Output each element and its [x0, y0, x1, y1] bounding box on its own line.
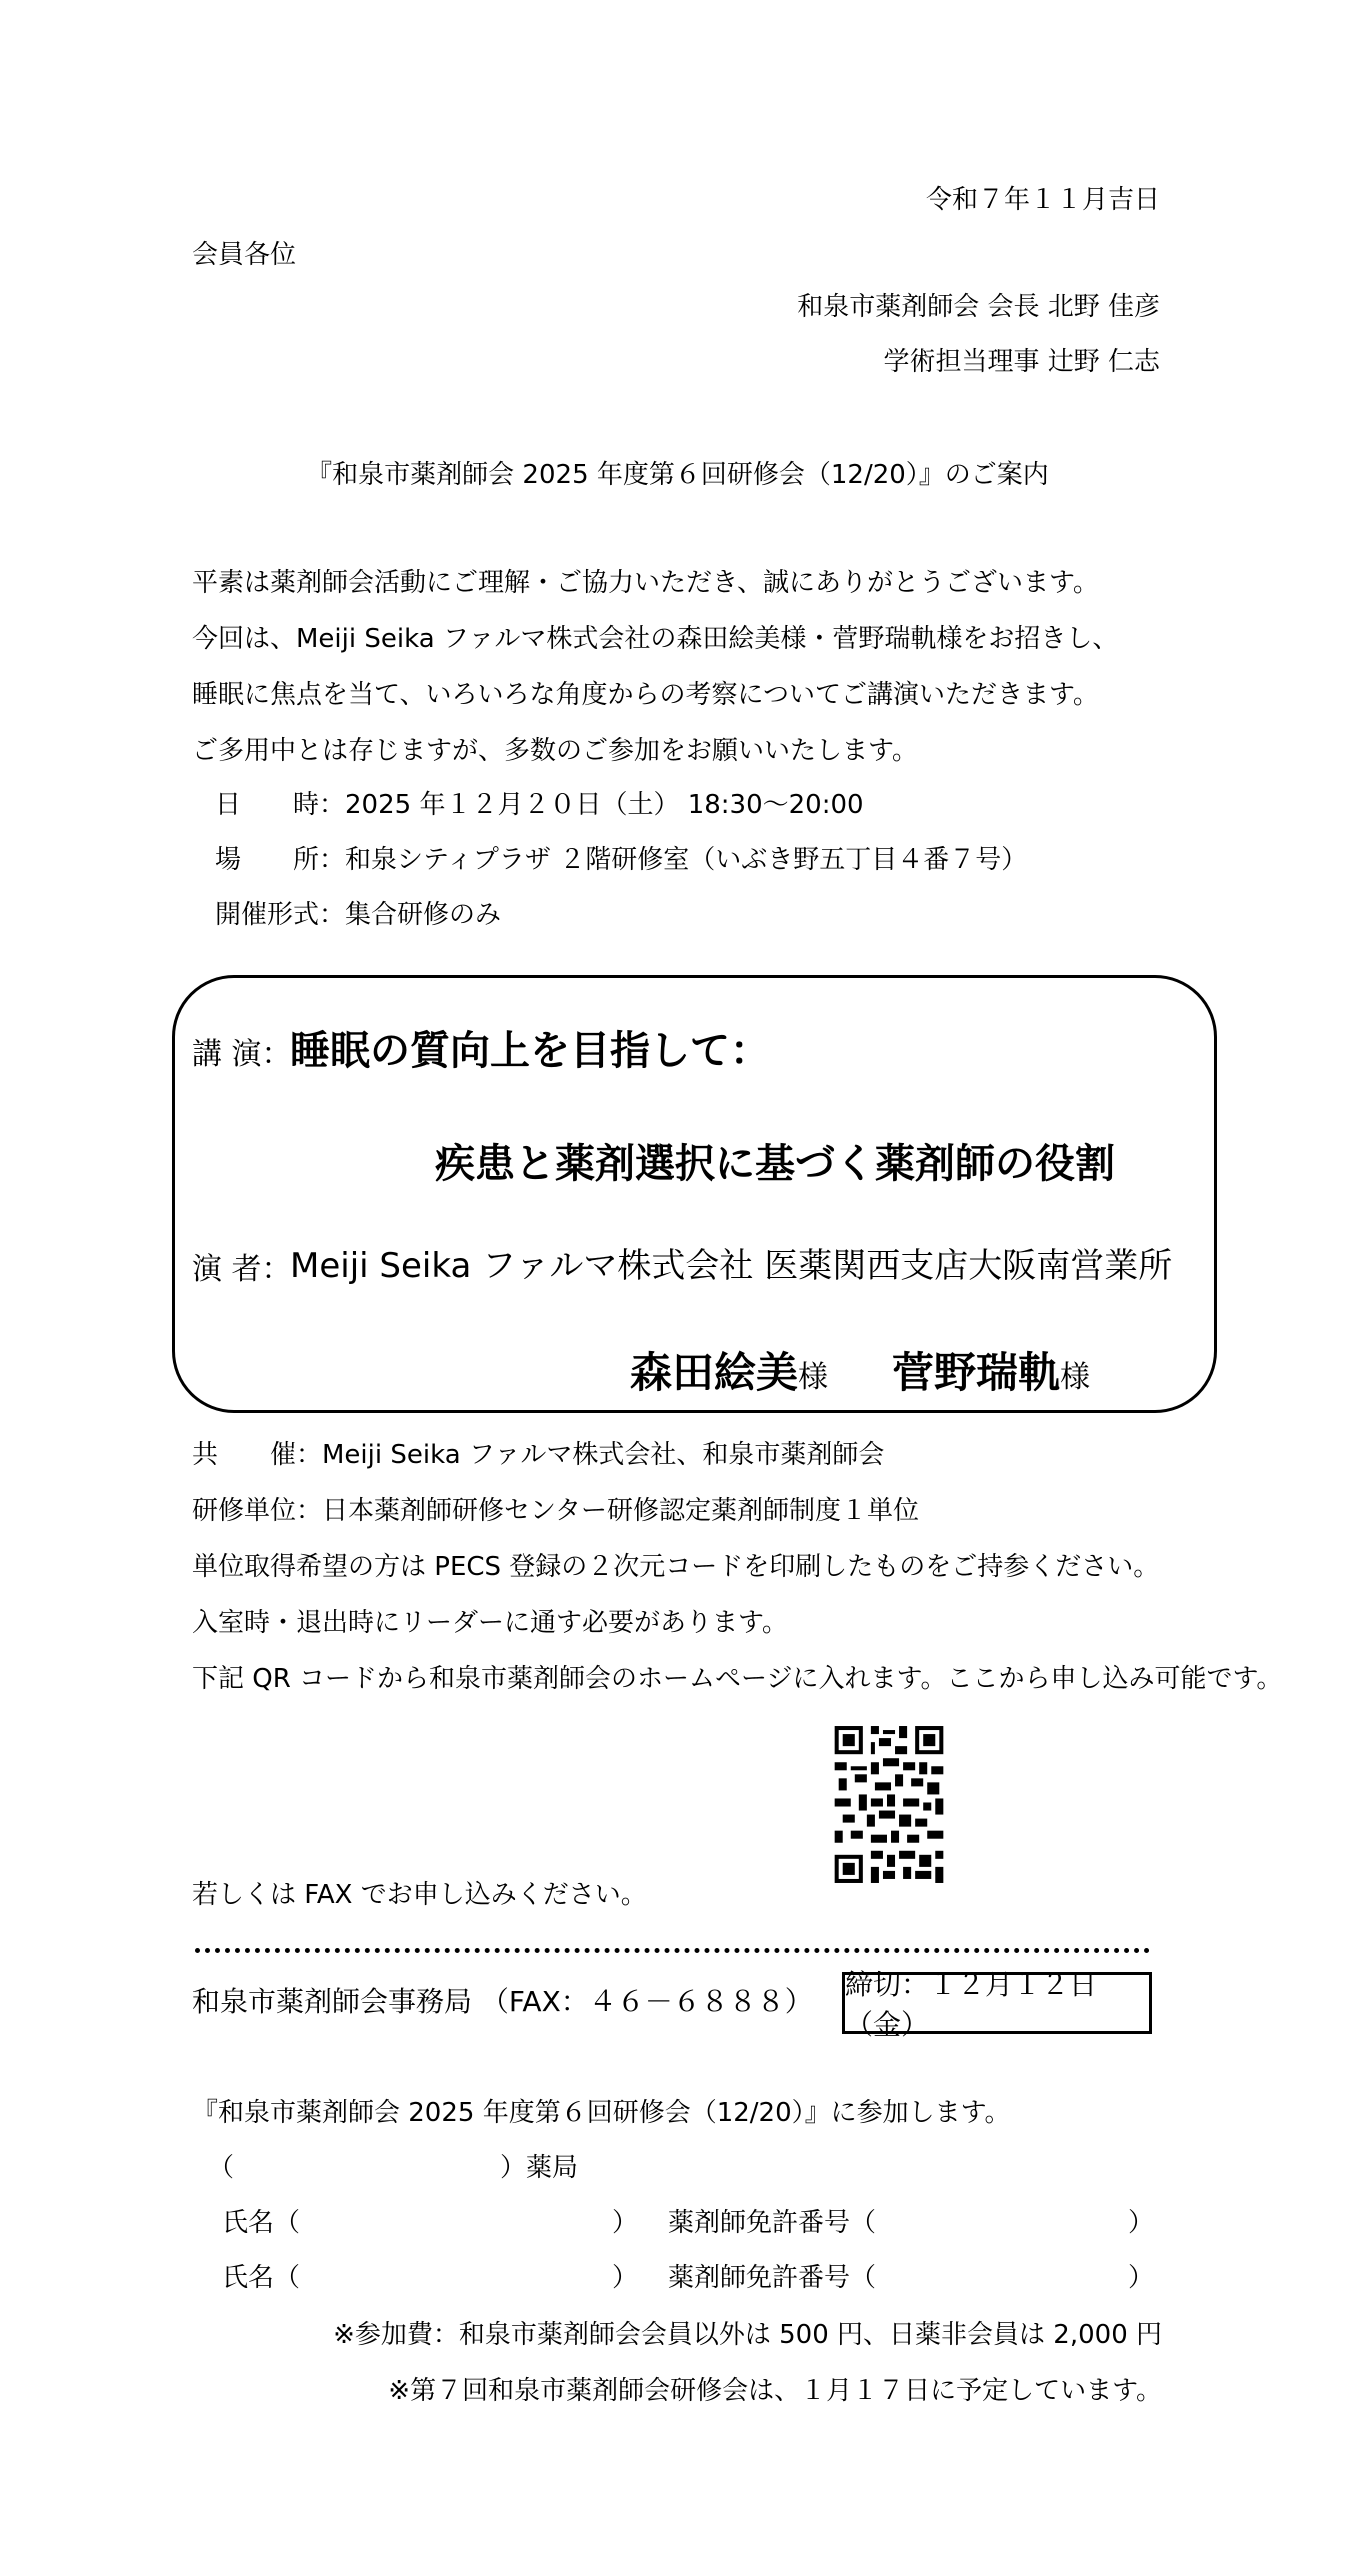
datetime-row [215, 790, 864, 821]
name-label-2: 氏名（ [222, 2263, 301, 2293]
format-row [215, 900, 501, 931]
speaker-organization: Meiji Seika ファルマ株式会社 医薬関西支店大阪南営業所 [290, 1246, 1173, 1286]
deadline-box: 締切：１２月１２日（金） [842, 1972, 1152, 2034]
speaker-2 [892, 1348, 1090, 1398]
sender-director: 学術担当理事 辻野 仁志 [883, 347, 1160, 377]
speaker-1 [630, 1348, 828, 1398]
place-row [215, 845, 1027, 876]
fax-note: 若しくは FAX でお申し込みください。 [192, 1880, 647, 1910]
license-label-2: 薬剤師免許番号（ [668, 2263, 877, 2293]
fee-note: ※参加費：和泉市薬剤師会会員以外は 500 円、日薬非会員は 2,000 円 [333, 2320, 1162, 2350]
speaker-2-name: 菅野瑞軌 [892, 1348, 1061, 1397]
cohost-line: 共 催：Meiji Seika ファルマ株式会社、和泉市薬剤師会 [192, 1440, 885, 1470]
issue-date: 令和７年１１月吉日 [925, 185, 1160, 215]
name-label-1: 氏名（ [222, 2208, 301, 2238]
lecture-title-line2: 疾患と薬剤選択に基づく薬剤師の役割 [435, 1141, 1115, 1187]
place-label: 場 所： [215, 845, 346, 875]
speaker-label: 演 者： [192, 1252, 292, 1287]
recipients: 会員各位 [192, 240, 297, 270]
form-title: 『和泉市薬剤師会 2025 年度第６回研修会（12/20）』に参加します。 [192, 2098, 1011, 2128]
pharmacy-label: ）薬局 [500, 2153, 579, 2183]
credit-line: 研修単位：日本薬剤師研修センター研修認定薬剤師制度１単位 [192, 1496, 919, 1526]
body-line-1: 平素は薬剤師会活動にご理解・ご協力いただき、誠にありがとうございます。 [192, 568, 1099, 598]
sender-president: 和泉市薬剤師会 会長 北野 佳彦 [797, 292, 1160, 322]
license-label-1: 薬剤師免許番号（ [668, 2208, 877, 2238]
pecs-note: 単位取得希望の方は PECS 登録の２次元コードを印刷したものをご持参ください。 [192, 1552, 1160, 1582]
speaker-2-honorific: 様 [1060, 1360, 1091, 1395]
lecture-title-line1: 睡眠の質向上を目指して： [290, 1028, 770, 1074]
format-label: 開催形式： [215, 900, 346, 930]
lecture-label: 講 演： [192, 1037, 292, 1072]
license-close-1: ） [1128, 2208, 1155, 2238]
body-line-3: 睡眠に焦点を当て、いろいろな角度からの考察についてご講演いただきます。 [192, 680, 1099, 710]
reader-note: 入室時・退出時にリーダーに通す必要があります。 [192, 1608, 788, 1638]
page-title: 『和泉市薬剤師会 2025 年度第６回研修会（12/20）』のご案内 [306, 460, 1049, 490]
body-line-4: ご多用中とは存じますが、多数のご参加をお願いいたします。 [192, 736, 918, 766]
datetime-value: 2025 年１２月２０日（土） 18:30～20:00 [345, 790, 864, 820]
office-fax: 和泉市薬剤師会事務局 （FAX：４６－６８８８） [192, 1985, 813, 2018]
name-close-1: ） [612, 2208, 639, 2238]
license-close-2: ） [1128, 2263, 1155, 2293]
speaker-1-honorific: 様 [798, 1360, 829, 1395]
name-close-2: ） [612, 2263, 639, 2293]
format-value: 集合研修のみ [345, 900, 502, 930]
datetime-label: 日 時： [215, 790, 346, 820]
qr-code-icon[interactable] [830, 1722, 948, 1887]
body-line-2: 今回は、Meiji Seika ファルマ株式会社の森田絵美様・菅野瑞軌様をお招きし、 [192, 624, 1119, 654]
pharmacy-open-paren: （ [208, 2153, 235, 2183]
cut-line-divider [195, 1948, 1150, 1953]
qr-note: 下記 QR コードから和泉市薬剤師会のホームページに入れます。ここから申し込み可能です。 [192, 1664, 1283, 1694]
next-session-note: ※第７回和泉市薬剤師会研修会は、１月１７日に予定しています。 [388, 2376, 1162, 2406]
place-value: 和泉シティプラザ ２階研修室（いぶき野五丁目４番７号） [345, 845, 1028, 875]
speaker-1-name: 森田絵美 [630, 1348, 799, 1397]
